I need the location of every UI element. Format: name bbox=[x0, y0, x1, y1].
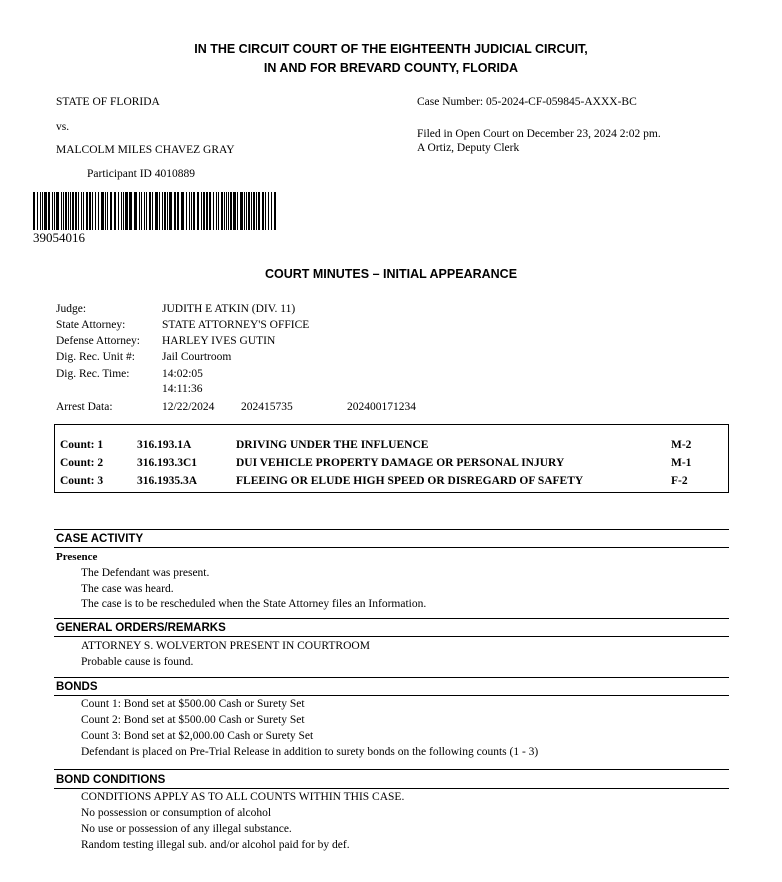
defense-attorney-label: Defense Attorney: bbox=[56, 335, 140, 347]
count-row bbox=[55, 475, 728, 493]
state-attorney-value: STATE ATTORNEY'S OFFICE bbox=[162, 319, 310, 331]
barcode-bar bbox=[52, 192, 53, 230]
barcode-bar bbox=[197, 192, 199, 230]
divider bbox=[54, 788, 729, 789]
divider bbox=[54, 529, 729, 530]
list-item: CONDITIONS APPLY AS TO ALL COUNTS WITHIN THIS CASE. bbox=[81, 791, 405, 803]
barcode-bar bbox=[230, 192, 232, 230]
barcode-bar bbox=[256, 192, 257, 230]
barcode-bar bbox=[251, 192, 252, 230]
barcode-bar bbox=[274, 192, 276, 230]
barcode-bar bbox=[149, 192, 151, 230]
barcode-bar bbox=[167, 192, 168, 230]
count-row bbox=[55, 457, 728, 475]
deputy-clerk: A Ortiz, Deputy Clerk bbox=[417, 142, 520, 154]
list-item: No possession or consumption of alcohol bbox=[81, 807, 272, 819]
barcode-bar bbox=[177, 192, 179, 230]
barcode-bar bbox=[244, 192, 245, 230]
barcode-bar bbox=[213, 192, 214, 230]
barcode-bar bbox=[201, 192, 202, 230]
barcode-bar bbox=[181, 192, 184, 230]
barcode-bar bbox=[63, 192, 64, 230]
arrest-data-label: Arrest Data: bbox=[56, 401, 113, 413]
defense-attorney-value: HARLEY IVES GUTIN bbox=[162, 335, 276, 347]
barcode-bar bbox=[89, 192, 91, 230]
divider bbox=[54, 547, 729, 548]
barcode-bar bbox=[265, 192, 266, 230]
barcode-bar bbox=[125, 192, 128, 230]
list-item: Count 2: Bond set at $500.00 Cash or Surety Set bbox=[81, 714, 305, 726]
count-statute: 316.193.1A bbox=[137, 439, 192, 451]
court-title-line1: IN THE CIRCUIT COURT OF THE EIGHTEENTH JUDICIAL CIRCUIT, bbox=[194, 42, 588, 56]
dig-rec-time-start: 14:02:05 bbox=[162, 368, 203, 380]
barcode-bar bbox=[144, 192, 145, 230]
barcode-bar bbox=[37, 192, 38, 230]
barcode-bar bbox=[186, 192, 187, 230]
barcode-bar bbox=[72, 192, 74, 230]
barcode-bar bbox=[70, 192, 71, 230]
count-degree: F-2 bbox=[671, 475, 688, 487]
list-item: Random testing illegal sub. and/or alcohol paid for by def. bbox=[81, 839, 350, 851]
barcode-bar bbox=[68, 192, 69, 230]
list-item: Count 3: Bond set at $2,000.00 Cash or Surety Set bbox=[81, 730, 314, 742]
list-item: Defendant is placed on Pre-Trial Release in addition to surety bonds on the following counts (1 - 3) bbox=[81, 746, 539, 758]
count-statute: 316.1935.3A bbox=[137, 475, 198, 487]
barcode-bar bbox=[81, 192, 82, 230]
barcode-bar bbox=[118, 192, 119, 230]
barcode-bar bbox=[42, 192, 43, 230]
count-description: DUI VEHICLE PROPERTY DAMAGE OR PERSONAL INJURY bbox=[236, 457, 565, 469]
barcode-bar bbox=[164, 192, 166, 230]
arrest-number-1: 202415735 bbox=[241, 401, 293, 413]
barcode-bar bbox=[152, 192, 153, 230]
barcode-bar bbox=[33, 192, 35, 230]
bonds-heading: BONDS bbox=[56, 681, 98, 693]
count-row bbox=[55, 439, 728, 457]
barcode-bar bbox=[98, 192, 99, 230]
barcode-bar bbox=[233, 192, 236, 230]
dig-rec-time-label: Dig. Rec. Time: bbox=[56, 368, 130, 380]
barcode-bar bbox=[258, 192, 260, 230]
barcode-bar bbox=[121, 192, 122, 230]
barcode-bar bbox=[253, 192, 255, 230]
list-item: Probable cause is found. bbox=[81, 656, 194, 668]
barcode-bar bbox=[134, 192, 137, 230]
barcode-bar bbox=[83, 192, 84, 230]
plaintiff: STATE OF FLORIDA bbox=[56, 96, 160, 108]
barcode-bar bbox=[141, 192, 142, 230]
bond-conditions-heading: BOND CONDITIONS bbox=[56, 774, 166, 786]
list-item: The Defendant was present. bbox=[81, 567, 210, 579]
barcode-bar bbox=[65, 192, 67, 230]
dig-rec-unit-label: Dig. Rec. Unit #: bbox=[56, 351, 135, 363]
list-item: No use or possession of any illegal substance. bbox=[81, 823, 292, 835]
barcode-bar bbox=[92, 192, 93, 230]
barcode-bar bbox=[155, 192, 158, 230]
counts-table bbox=[54, 424, 729, 493]
barcode-bar bbox=[44, 192, 47, 230]
barcode-bar bbox=[139, 192, 140, 230]
count-label: Count: 3 bbox=[60, 475, 104, 487]
barcode-bar bbox=[221, 192, 223, 230]
count-label: Count: 2 bbox=[60, 457, 104, 469]
barcode-bar bbox=[78, 192, 79, 230]
divider bbox=[54, 618, 729, 619]
barcode-bar bbox=[226, 192, 227, 230]
barcode-bar bbox=[268, 192, 269, 230]
barcode-bar bbox=[224, 192, 225, 230]
barcode-bar bbox=[110, 192, 112, 230]
barcode-bar bbox=[209, 192, 211, 230]
general-orders-heading: GENERAL ORDERS/REMARKS bbox=[56, 622, 226, 634]
barcode-bar bbox=[54, 192, 55, 230]
count-description: FLEEING OR ELUDE HIGH SPEED OR DISREGARD OF SAFETY bbox=[236, 475, 584, 487]
judge-value: JUDITH E ATKIN (DIV. 11) bbox=[162, 303, 296, 315]
list-item: The case was heard. bbox=[81, 583, 174, 595]
count-label: Count: 1 bbox=[60, 439, 104, 451]
barcode bbox=[33, 192, 278, 230]
barcode-bar bbox=[169, 192, 172, 230]
barcode-bar bbox=[240, 192, 243, 230]
barcode-number: 39054016 bbox=[33, 230, 85, 245]
divider bbox=[54, 677, 729, 678]
barcode-bar bbox=[101, 192, 104, 230]
defendant-name: MALCOLM MILES CHAVEZ GRAY bbox=[56, 144, 235, 156]
barcode-bar bbox=[203, 192, 205, 230]
divider bbox=[54, 769, 729, 770]
barcode-bar bbox=[189, 192, 190, 230]
barcode-bar bbox=[48, 192, 50, 230]
presence-subheading: Presence bbox=[56, 551, 98, 563]
case-number: Case Number: 05-2024-CF-059845-AXXX-BC bbox=[417, 96, 637, 108]
barcode-bar bbox=[228, 192, 229, 230]
barcode-bar bbox=[248, 192, 250, 230]
judge-label: Judge: bbox=[56, 303, 87, 315]
arrest-number-2: 202400171234 bbox=[347, 401, 416, 413]
barcode-bar bbox=[146, 192, 147, 230]
barcode-bar bbox=[271, 192, 272, 230]
divider bbox=[54, 636, 729, 637]
participant-id: Participant ID 4010889 bbox=[87, 168, 195, 180]
barcode-bar bbox=[86, 192, 88, 230]
barcode-bar bbox=[56, 192, 59, 230]
barcode-bar bbox=[206, 192, 208, 230]
dig-rec-time-end: 14:11:36 bbox=[162, 383, 203, 395]
barcode-bar bbox=[40, 192, 41, 230]
barcode-bar bbox=[95, 192, 96, 230]
barcode-bar bbox=[123, 192, 124, 230]
list-item: The case is to be rescheduled when the State Attorney files an Information. bbox=[81, 598, 427, 610]
count-description: DRIVING UNDER THE INFLUENCE bbox=[236, 439, 429, 451]
barcode-bar bbox=[129, 192, 132, 230]
barcode-bar bbox=[218, 192, 219, 230]
minutes-title: COURT MINUTES – INITIAL APPEARANCE bbox=[264, 267, 518, 281]
count-degree: M-1 bbox=[671, 457, 692, 469]
list-item: Count 1: Bond set at $500.00 Cash or Surety Set bbox=[81, 698, 305, 710]
arrest-date: 12/22/2024 bbox=[162, 401, 215, 413]
barcode-bar bbox=[174, 192, 176, 230]
dig-rec-unit-value: Jail Courtroom bbox=[162, 351, 232, 363]
divider bbox=[54, 695, 729, 696]
barcode-bar bbox=[75, 192, 77, 230]
barcode-bar bbox=[246, 192, 247, 230]
barcode-bar bbox=[107, 192, 108, 230]
barcode-bar bbox=[262, 192, 264, 230]
count-statute: 316.193.3C1 bbox=[137, 457, 198, 469]
court-title-line2: IN AND FOR BREVARD COUNTY, FLORIDA bbox=[263, 61, 519, 75]
barcode-bar bbox=[159, 192, 160, 230]
barcode-bar bbox=[216, 192, 217, 230]
case-activity-heading: CASE ACTIVITY bbox=[56, 533, 144, 545]
count-degree: M-2 bbox=[671, 439, 692, 451]
versus: vs. bbox=[56, 121, 70, 133]
barcode-bar bbox=[193, 192, 195, 230]
barcode-bar bbox=[114, 192, 116, 230]
barcode-bar bbox=[105, 192, 106, 230]
barcode-bar bbox=[191, 192, 192, 230]
list-item: ATTORNEY S. WOLVERTON PRESENT IN COURTROOM bbox=[81, 640, 370, 652]
filed-date: Filed in Open Court on December 23, 2024 2:02 pm. bbox=[417, 128, 661, 140]
state-attorney-label: State Attorney: bbox=[56, 319, 126, 331]
barcode-bar bbox=[61, 192, 62, 230]
barcode-bar bbox=[162, 192, 163, 230]
barcode-bar bbox=[237, 192, 238, 230]
